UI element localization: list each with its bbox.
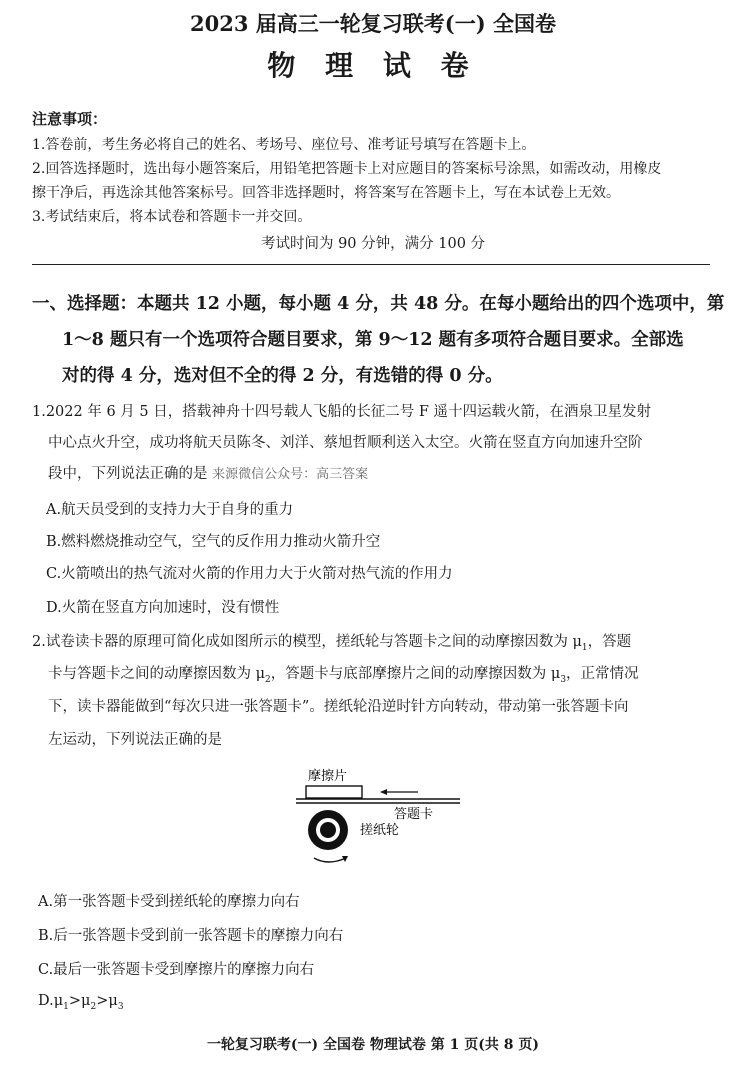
mu-subscript: 1 xyxy=(63,1001,69,1012)
mu-subscript: 3 xyxy=(560,674,567,685)
q2-option-b: B.后一张答题卡受到前一张答题卡的摩擦力向右 xyxy=(38,928,344,944)
roller-hub xyxy=(320,822,336,838)
q2-text: 2.试卷读卡器的原理可简化成如图所示的模型，搓纸轮与答题卡之间的动摩擦因数为 μ xyxy=(32,634,582,650)
mu-subscript: 2 xyxy=(265,674,271,685)
rotation-arrow-icon xyxy=(314,858,346,862)
q2-stem-line-2 xyxy=(48,662,639,685)
notice-item-1: 1.答卷前，考生务必将自己的姓名、考场号、座位号、准考证号填写在答题卡上。 xyxy=(32,137,536,153)
q2-option-c: C.最后一张答题卡受到摩擦片的摩擦力向右 xyxy=(38,962,315,978)
notice-title: 注意事项： xyxy=(32,110,108,128)
q2-text: ，答题 xyxy=(587,634,632,650)
q1-stem-line-1: 1.2022 年 6 月 5 日，搭载神舟十四号载人飞船的长征二号 F 遥十四运载火箭，在酒泉卫星发射 xyxy=(32,404,652,420)
q1-option-d: D.火箭在竖直方向加速时，没有惯性 xyxy=(46,600,280,616)
mu-subscript: 2 xyxy=(90,1001,97,1012)
divider-line xyxy=(32,264,710,265)
q2-stem-line-4: 左运动，下列说法正确的是 xyxy=(48,732,222,748)
notice-item-2-cont: 擦干净后，再选涂其他答案标号。回答非选择题时，将答案写在答题卡上，写在本试卷上无效。 xyxy=(32,185,620,201)
label-feed-roller: 搓纸轮 xyxy=(360,823,400,838)
q2-stem-line-1 xyxy=(32,630,631,653)
label-answer-card: 答题卡 xyxy=(394,807,434,822)
gt-symbol: > xyxy=(96,993,109,1009)
mu-symbol: μ xyxy=(53,993,64,1009)
gt-symbol: > xyxy=(68,993,82,1009)
q1-option-a: A.航天员受到的支持力大于自身的重力 xyxy=(46,502,294,518)
mu-symbol: μ xyxy=(108,993,118,1009)
card-reader-diagram xyxy=(290,766,470,872)
label-friction-pad: 摩擦片 xyxy=(308,769,348,784)
arrow-head-icon xyxy=(380,789,387,795)
mu-subscript: 1 xyxy=(581,642,588,653)
section-instruction-line-1: 一、选择题：本题共 12 小题，每小题 4 分，共 48 分。在每小题给出的四个选项中，第 xyxy=(32,294,725,314)
q2-stem-line-3: 下，读卡器能做到“每次只进一张答题卡”。搓纸轮沿逆时针方向转动，带动第一张答题卡向 xyxy=(48,699,629,715)
page-footer: 一轮复习联考(一) 全国卷 物理试卷 第 1 页(共 8 页) xyxy=(206,1037,540,1053)
exam-time-info: 考试时间为 90 分钟，满分 100 分 xyxy=(260,236,486,252)
section-instruction-line-2: 1～8 题只有一个选项符合题目要求，第 9～12 题有多项符合题目要求。全部选 xyxy=(62,330,684,350)
notice-item-2: 2.回答选择题时，选出每小题答案后，用铅笔把答题卡上对应题目的答案标号涂黑，如需改动，用橡皮 xyxy=(32,161,662,177)
mu-subscript: 3 xyxy=(117,1001,124,1012)
exam-subject-title: 物 理 试 卷 xyxy=(267,49,479,82)
q1-stem-text: 段中，下列说法正确的是 xyxy=(48,466,208,482)
q2-option-d-prefix: D. xyxy=(38,993,54,1009)
card-reader-figure xyxy=(290,766,470,876)
exam-header-title: 2023 届高三一轮复习联考(一) 全国卷 xyxy=(190,11,556,36)
friction-pad xyxy=(306,786,362,798)
notice-item-3: 3.考试结束后，将本试卷和答题卡一并交回。 xyxy=(32,209,312,225)
q1-stem-line-3 xyxy=(48,462,368,483)
q1-option-c: C.火箭喷出的热气流对火箭的作用力大于火箭对热气流的作用力 xyxy=(46,566,453,582)
section-instruction-line-3: 对的得 4 分，选对但不全的得 2 分，有选错的得 0 分。 xyxy=(62,366,503,386)
source-watermark: 来源微信公众号：高三答案 xyxy=(212,467,369,482)
q2-option-a: A.第一张答题卡受到搓纸轮的摩擦力向右 xyxy=(38,894,300,910)
q1-option-b: B.燃料燃烧推动空气，空气的反作用力推动火箭升空 xyxy=(46,534,381,550)
mu-symbol: μ xyxy=(81,993,91,1009)
q2-text: ，答题卡与底部摩擦片之间的动摩擦因数为 μ xyxy=(270,666,561,682)
q2-option-d xyxy=(38,993,124,1012)
q1-stem-line-2: 中心点火升空，成功将航天员陈冬、刘洋、蔡旭哲顺利送入太空。火箭在竖直方向加速升空阶 xyxy=(48,435,643,451)
q2-text: 卡与答题卡之间的动摩擦因数为 μ xyxy=(48,666,266,682)
q2-text: ，正常情况 xyxy=(566,666,639,682)
